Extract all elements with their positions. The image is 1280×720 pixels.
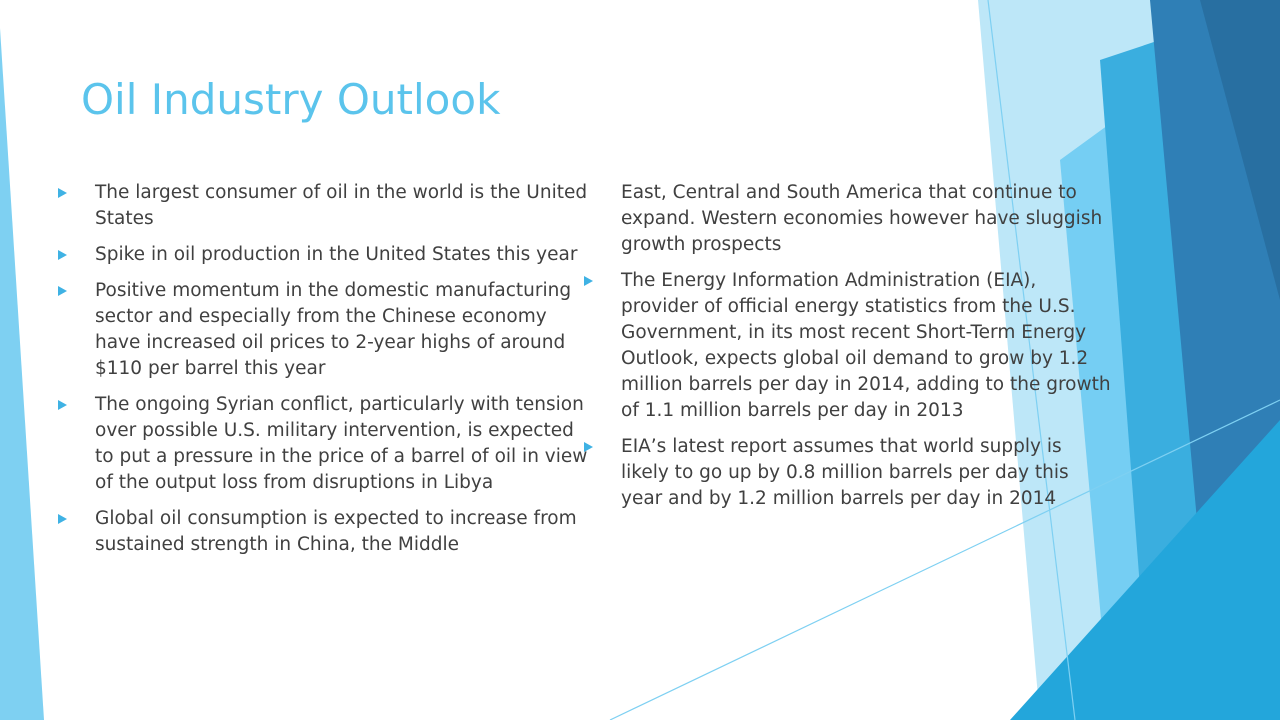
triangle-bullet-icon bbox=[58, 286, 67, 296]
left-edge-stripe bbox=[0, 28, 44, 720]
list-item bbox=[58, 180, 588, 232]
slide-title: Oil Industry Outlook bbox=[81, 75, 501, 124]
right-bullet-list bbox=[584, 180, 1114, 522]
list-item bbox=[58, 242, 588, 268]
list-item bbox=[58, 506, 588, 558]
list-item bbox=[584, 268, 1114, 424]
list-item bbox=[58, 392, 588, 496]
list-item-continuation bbox=[584, 180, 1114, 258]
triangle-bullet-icon bbox=[58, 188, 67, 198]
left-bullet-list bbox=[58, 180, 588, 568]
bullet-text: The ongoing Syrian conflict, particularly with tension over possible U.S. military intervention, is expected to put a pressure in the price of a barrel of oil in view of the output loss from disruptions in Libya bbox=[95, 394, 588, 493]
triangle-bullet-icon bbox=[58, 514, 67, 524]
bullet-text: The Energy Information Administration (EIA), provider of official energy statistics from the U.S. Government, in its most recent Short-Term Energy Outlook, expects global oil demand to grow by 1.2 million barrels per day in 2014, adding to the growth of 1.1 million barrels per day in 2013 bbox=[621, 270, 1111, 421]
bullet-text: East, Central and South America that continue to expand. Western economies however have sluggish growth prospects bbox=[621, 182, 1103, 255]
bullet-text: EIA’s latest report assumes that world supply is likely to go up by 0.8 million barrels per day this year and by 1.2 million barrels per day in 2014 bbox=[621, 436, 1069, 509]
bullet-text: Positive momentum in the domestic manufacturing sector and especially from the Chinese economy have increased oil prices to 2-year highs of around $110 per barrel this year bbox=[95, 280, 572, 379]
triangle-bullet-icon bbox=[58, 250, 67, 260]
triangle-bullet-icon bbox=[58, 400, 67, 410]
bullet-text: The largest consumer of oil in the world is the United States bbox=[95, 182, 588, 229]
triangle-bullet-icon bbox=[584, 276, 593, 286]
triangle-bullet-icon bbox=[584, 442, 593, 452]
list-item bbox=[584, 434, 1114, 512]
bullet-text: Global oil consumption is expected to increase from sustained strength in China, the Middle bbox=[95, 508, 577, 555]
bullet-text: Spike in oil production in the United States this year bbox=[95, 244, 578, 265]
list-item bbox=[58, 278, 588, 382]
